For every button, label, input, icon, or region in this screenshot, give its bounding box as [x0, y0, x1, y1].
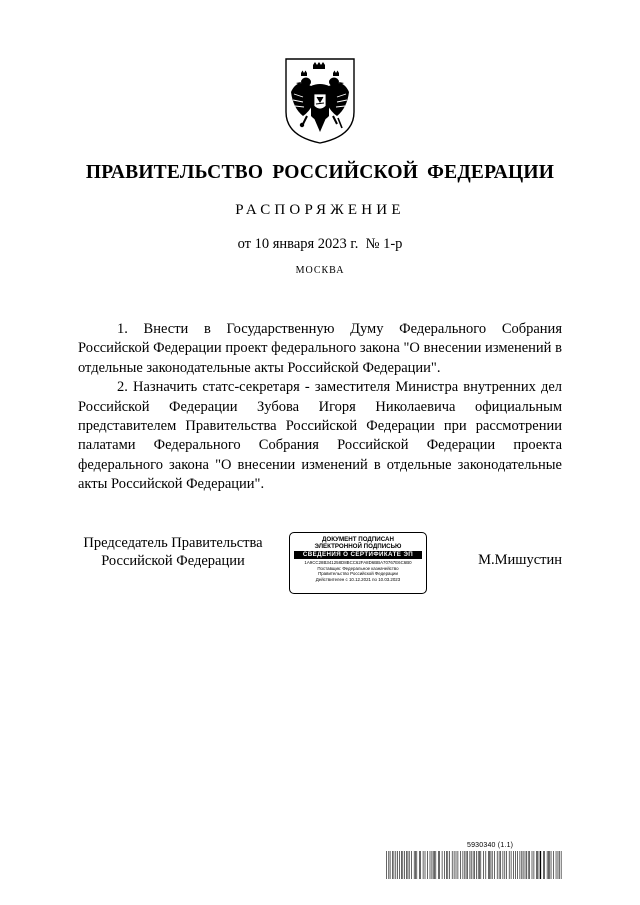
document-type: РАСПОРЯЖЕНИЕ: [235, 202, 405, 218]
document-city: МОСКВА: [295, 265, 345, 276]
barcode-number: 5930340 (1.1): [467, 842, 514, 849]
paragraph-1: 1. Внести в Государственную Думу Федерального Собрания Российской Федерации проект федерального закона "О внесении изменений в отдельные законодательные акты Российской Федерации".: [78, 321, 562, 376]
electronic-signature-stamp: [289, 532, 427, 594]
paragraph-2: 2. Назначить статс-секретаря - заместителя Министра внутренних дел Российской Федерации Зубова Игоря Николаевича официальным представителем Правительства Российской Федерации при рассмотрении палатами Федерального Собрания Российской Федерации проекта федерального закона "О внесении изменений в отдельные законодательные акты Российской Федерации".: [78, 379, 562, 492]
stamp-header: СВЕДЕНИЯ О СЕРТИФИКАТЕ ЭП: [294, 551, 422, 559]
document-date-number: от 10 января 2023 г. № 1-р: [237, 236, 403, 252]
barcode-icon: [386, 851, 564, 879]
stamp-owner: Правительство Российской Федерации: [318, 571, 398, 577]
stamp-line1: ДОКУМЕНТ ПОДПИСАН: [322, 536, 394, 543]
signatory-name: М.Мишустин: [478, 552, 562, 568]
coat-of-arms-icon: [283, 56, 357, 146]
signatory-position: [78, 534, 268, 570]
government-title: ПРАВИТЕЛЬСТВО РОССИЙСКОЙ ФЕДЕРАЦИИ: [85, 162, 555, 183]
stamp-validity: Действителен с 10.12.2021 по 10.03.2023: [315, 576, 401, 582]
stamp-serial: 1A9CC28B341258D8BCC62FA8D6BBA70767E6C6B0: [304, 560, 412, 565]
signatory-position-line1: Председатель Правительства: [83, 535, 263, 551]
stamp-line2: ЭЛЕКТРОННОЙ ПОДПИСЬЮ: [314, 543, 402, 550]
signatory-position-line2: Российской Федерации: [101, 553, 245, 569]
document-body: [78, 320, 562, 495]
stamp-issuer: Поставщик: Федеральное казначейство: [317, 565, 399, 571]
